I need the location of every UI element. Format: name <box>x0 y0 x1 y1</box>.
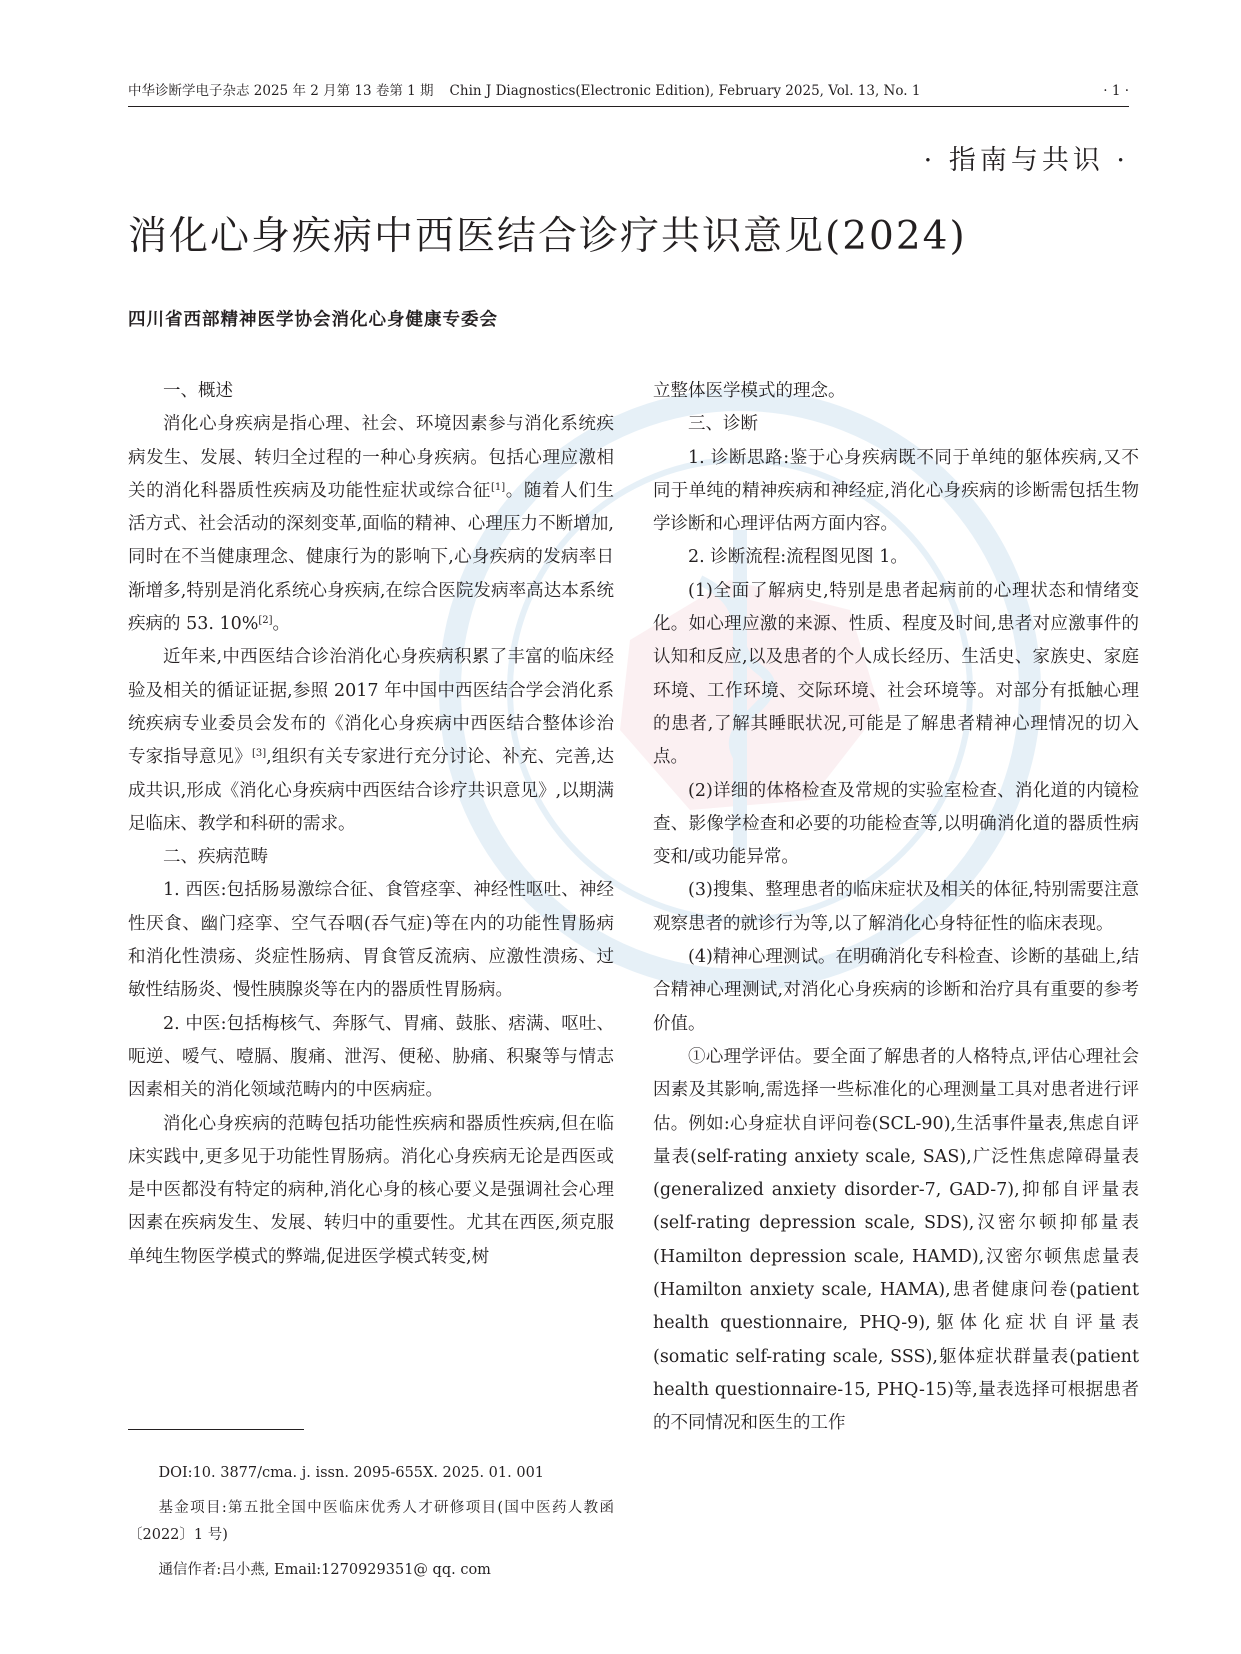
journal-name-en: Chin J Diagnostics(Electronic Edition), February 2025, Vol. 13, No. 1 <box>449 83 921 99</box>
paragraph: 1. 西医:包括肠易激综合征、食管痉挛、神经性呕吐、神经性厌食、幽门痉挛、空气吞咽(吞气症)等在内的功能性胃肠病和消化性溃疡、炎症性肠病、胃食管反流病、应激性溃疡、过敏性结肠炎、慢性胰腺炎等在内的器质性胃肠病。 <box>128 880 614 1001</box>
paragraph: 1. 诊断思路:鉴于心身疾病既不同于单纯的躯体疾病,又不同于单纯的精神疾病和神经症,消化心身疾病的诊断需包括生物学诊断和心理评估两方面内容。 <box>653 447 1139 535</box>
journal-name-cn: 中华诊断学电子杂志 2025 年 2 月第 13 卷第 1 期 <box>128 83 434 99</box>
page-number: · 1 · <box>1103 83 1129 99</box>
footnote-rule <box>128 1429 304 1430</box>
paragraph: (3)搜集、整理患者的临床症状及相关的体征,特别需要注意观察患者的就诊行为等,以了解消化心身特征性的临床表现。 <box>653 880 1139 934</box>
section-heading-diagnosis: 三、诊断 <box>688 414 758 435</box>
paragraph: (4)精神心理测试。在明确消化专科检查、诊断的基础上,结合精神心理测试,对消化心身疾病的诊断和治疗具有重要的参考价值。 <box>653 947 1139 1034</box>
footnote-doi: DOI:10. 3877/cma. j. issn. 2095-655X. 2025. 01. 001 <box>158 1465 545 1481</box>
paragraph: 2. 中医:包括梅核气、奔豚气、胃痛、鼓胀、痞满、呕吐、呃逆、嗳气、噎膈、腹痛、泄泻、便秘、胁痛、积聚等与情志因素相关的消化领域范畴内的中医病症。 <box>128 1013 614 1101</box>
section-heading-overview: 一、概述 <box>163 381 233 401</box>
paragraph: (1)全面了解病史,特别是患者起病前的心理状态和情绪变化。如心理应激的来源、性质、程度及时间,患者对应激事件的认知和反应,以及患者的个人成长经历、生活史、家族史、家庭环境、工作环境、交际环境、社会环境等。对部分有抵触心理的患者,了解其睡眠状况,可能是了解患者精神心理情况的切入点。 <box>653 580 1139 768</box>
paragraph: 消化心身疾病是指心理、社会、环境因素参与消化系统疾病发生、发展、转归全过程的一种心身疾病。包括心理应激相关的消化科器质性疾病及功能性症状或综合征[1]。随着人们生活方式、社会活动的深刻变革,面临的精神、心理压力不断增加,同时在不当健康理念、健康行为的影响下,心身疾病的发病率日渐增多,特别是消化系统心身疾病,在综合医院发病率高达本系统疾病的 53. 10%[2]。 <box>128 414 615 635</box>
section-heading-scope: 二、疾病范畴 <box>163 847 268 868</box>
citation: [1] <box>490 481 506 493</box>
paragraph: 近年来,中西医结合诊治消化心身疾病积累了丰富的临床经验及相关的循证证据,参照 2017 年中国中西医结合学会消化系统疾病专业委员会发布的《消化心身疾病中西医结合整体诊治专家指导意见》[3],组织有关专家进行充分讨论、补充、完善,达成共识,形成《消化心身疾病中西医结合诊疗共识意见》,以期满足临床、教学和科研的需求。 <box>128 647 615 834</box>
paragraph: ①心理学评估。要全面了解患者的人格特点,评估心理社会因素及其影响,需选择一些标准化的心理测量工具对患者进行评估。例如:心身症状自评问卷(SCL-90),生活事件量表,焦虑自评量表(self-rating anxiety scale, SAS),广泛性焦虑障碍量表(generalized anxiety disorder-7, GAD-7),抑郁自评量表(self-rating depression scale, SDS),汉密尔顿抑郁量表(Hamilton depression scale, HAMD),汉密尔顿焦虑量表(Hamilton anxiety scale, HAMA),患者健康问卷(patient health questionnaire, PHQ-9),躯体化症状自评量表(somatic self-rating scale, SSS),躯体症状群量表(patient health questionnaire-15, PHQ-15)等,量表选择可根据患者的不同情况和医生的工作 <box>653 1046 1139 1434</box>
footnotes <box>128 1429 614 1592</box>
right-column <box>653 375 1139 1441</box>
citation: [2] <box>258 615 273 627</box>
paragraph: 2. 诊断流程:流程图见图 1。 <box>688 547 908 568</box>
running-header <box>128 82 1129 107</box>
citation: [3] <box>251 748 267 760</box>
article-title: 消化心身疾病中西医结合诊疗共识意见(2024) <box>128 214 967 259</box>
left-column <box>128 375 614 1274</box>
paragraph-continuation: 立整体医学模式的理念。 <box>653 381 846 401</box>
author-line: 四川省西部精神医学协会消化心身健康专委会 <box>128 310 498 330</box>
footnote-fund: 基金项目:第五批全国中医临床优秀人才研修项目(国中医药人教函〔2022〕1 号) <box>128 1500 614 1543</box>
footnote-corresponding-author: 通信作者:吕小燕, Email:1270929351@ qq. com <box>158 1562 491 1578</box>
section-tag: · 指南与共识 · <box>923 145 1129 176</box>
paragraph: 消化心身疾病的范畴包括功能性疾病和器质性疾病,但在临床实践中,更多见于功能性胃肠病。消化心身疾病无论是西医或是中医都没有特定的病种,消化心身的核心要义是强调社会心理因素在疾病发生、发展、转归中的重要性。尤其在西医,须克服单纯生物医学模式的弊端,促进医学模式转变,树 <box>128 1113 614 1267</box>
paragraph: (2)详细的体格检查及常规的实验室检查、消化道的内镜检查、影像学检查和必要的功能检查等,以明确消化道的器质性病变和/或功能异常。 <box>653 780 1139 868</box>
